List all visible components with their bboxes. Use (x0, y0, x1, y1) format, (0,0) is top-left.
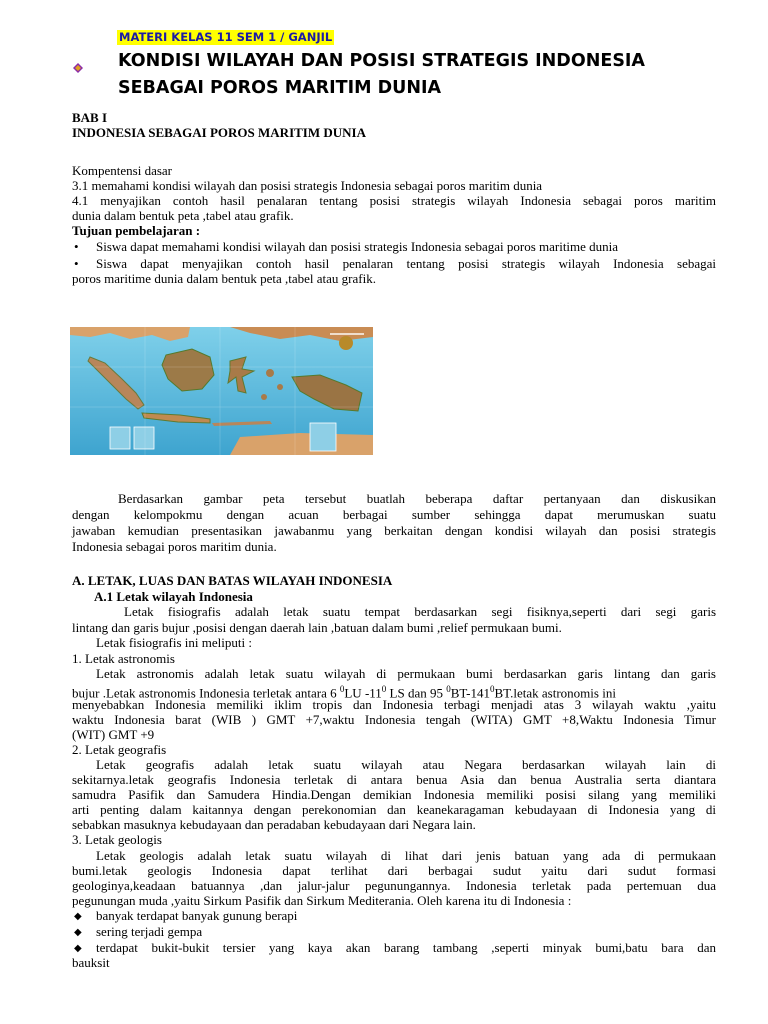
dot-bullet-icon: • (74, 239, 79, 254)
geografis-line-5: sebabkan masuknya kebudayaan dan peradaban kebudayaan dari Negara lain. (72, 817, 476, 832)
bab-title: INDONESIA SEBAGAI POROS MARITIM DUNIA (72, 125, 366, 140)
astronomis-line-5: (WIT) GMT +9 (72, 727, 155, 742)
geologis-line-2: bumi.letak geologis Indonesia dapat terlihat dari berbagai sudut yaitu dari sudut formasi (72, 863, 716, 878)
geologis-line-3: geologinya,keadaan batuannya ,dan jalur-jalur pegunungannya. Indonesia terletak pada pertemuan dua (72, 878, 716, 893)
geografis-line-2: sekitarnya.letak geografis Indonesia terletak di antara benua Asia dan benua Australia serta diantara (72, 772, 716, 787)
geografis-line-4: arti penting dalam kaitannya dengan perekonomian dan keanekaragaman kebudayaan di Indonesia yang di (72, 802, 716, 817)
section-a-heading: A. LETAK, LUAS DAN BATAS WILAYAH INDONESIA (72, 573, 393, 588)
paragraph-1-line-1: Berdasarkan gambar peta tersebut buatlah beberapa daftar pertanyaan dan diskusikan (118, 491, 716, 506)
paragraph-1-line-2: dengan kelompokmu dengan acuan berbagai sumber sehingga dapat merumuskan suatu (72, 507, 716, 522)
indonesia-map (70, 327, 373, 455)
tujuan-item-2-line-2: poros maritime dunia dalam bentuk peta ,tabel atau grafik. (72, 271, 376, 286)
astronomis-line-4: waktu Indonesia barat (WIB ) GMT +7,waktu Indonesia tengah (WITA) GMT +8,Waktu Indonesia Timur (72, 712, 716, 727)
tujuan-item-2-line-1: Siswa dapat menyajikan contoh hasil penalaran tentang posisi strategis wilayah Indonesia sebagai (96, 256, 716, 271)
bab-label: BAB I (72, 110, 108, 125)
geografis-heading: 2. Letak geografis (72, 742, 167, 757)
kd-31: 3.1 memahami kondisi wilayah dan posisi strategis Indonesia sebagai poros maritim dunia (72, 178, 543, 193)
geologis-line-1: Letak geologis adalah letak suatu wilayah di lihat dari jenis batuan yang ada di permukaan (96, 848, 716, 863)
fisiografis-line-3: Letak fisiografis ini meliputi : (96, 635, 252, 650)
astronomis-line-2: bujur .Letak astronomis Indonesia terletak antara 6 $^0$LU $-11^0$ LS dan 95 $^0BT-141^0BT.letak$ astronomis ini (72, 684, 616, 701)
geologis-bullet-3-line-2: bauksit (72, 955, 110, 970)
tujuan-item-1: Siswa dapat memahami kondisi wilayah dan posisi strategis Indonesia sebagai poros maritime dunia (96, 239, 619, 254)
paragraph-1-line-4: Indonesia sebagai poros maritim dunia. (72, 539, 277, 554)
diamond-bullet-icon (73, 60, 83, 70)
astronomis-line-1: Letak astronomis adalah letak suatu wilayah di permukaan bumi berdasarkan garis lintang dan garis (96, 666, 716, 681)
tujuan-heading: Tujuan pembelajaran : (72, 223, 201, 238)
geografis-line-1: Letak geografis adalah letak suatu wilayah atau Negara berdasarkan wilayah lain di (96, 757, 716, 772)
geologis-heading: 3. Letak geologis (72, 832, 162, 847)
geologis-line-4: pegunungan muda ,yaitu Sirkum Pasifik dan Sirkum Mediterania. Oleh karena itu di Indonesia : (72, 893, 572, 908)
geologis-bullet-3-line-1: terdapat bukit-bukit tersier yang kaya akan barang tambang ,seperti minyak bumi,batu bara dan (96, 940, 716, 955)
diamond-bullet-icon: ◆ (74, 943, 82, 954)
fisiografis-line-1: Letak fisiografis adalah letak suatu tempat berdasarkan segi fisiknya,seperti dari segi garis (124, 604, 716, 619)
fisiografis-line-2: lintang dan garis bujur ,posisi dengan daerah lain ,batuan dalam bumi ,relief permukaan bumi. (72, 620, 562, 635)
astronomis-heading: 1. Letak astronomis (72, 651, 175, 666)
geologis-bullet-2: sering terjadi gempa (96, 924, 203, 939)
geografis-line-3: samudra Pasifik dan Samudera Hindia.Dengan demikian Indonesia memiliki posisi silang yang memiliki (72, 787, 716, 802)
dot-bullet-icon: • (74, 256, 79, 271)
kd-heading: Kompentensi dasar (72, 163, 173, 178)
geologis-bullet-1: banyak terdapat banyak gunung berapi (96, 908, 298, 923)
class-tag: MATERI KELAS 11 SEM 1 / GANJIL (119, 30, 333, 44)
paragraph-1-line-3: jawaban kemudian presentasikan jawabanmu yang berkaitan dengan kondisi wilayah dan posisi strategis (72, 523, 716, 538)
kd-41-line-1: 4.1 menyajikan contoh hasil penalaran tentang posisi strategis wilayah Indonesia sebagai poros maritim (72, 193, 716, 208)
page-title-line-1: KONDISI WILAYAH DAN POSISI STRATEGIS INDONESIA (118, 51, 645, 71)
kd-41-line-2: dunia dalam bentuk peta ,tabel atau grafik. (72, 208, 294, 223)
diamond-bullet-icon: ◆ (74, 911, 82, 922)
astronomis-line-3: menyebabkan Indonesia memiliki iklim tropis dan Indonesia terbagi menjadi atas 3 wilayah waktu ,yaitu (72, 697, 716, 712)
diamond-bullet-icon: ◆ (74, 927, 82, 938)
page-title-line-2: SEBAGAI POROS MARITIM DUNIA (118, 78, 442, 98)
section-a1-heading: A.1 Letak wilayah Indonesia (94, 589, 253, 604)
